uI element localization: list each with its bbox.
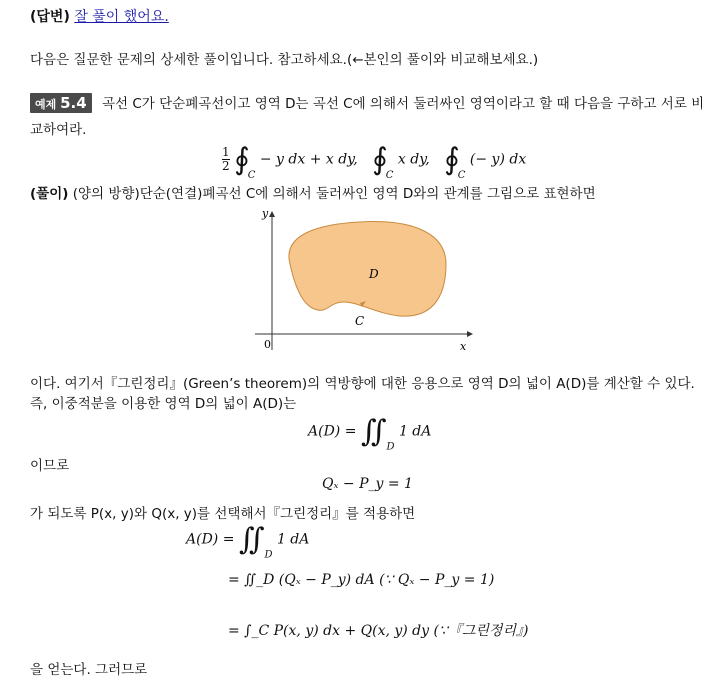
answer-link[interactable]: 잘 풀이 했어요. bbox=[74, 9, 169, 25]
double-integral-2: ∬ bbox=[238, 522, 265, 557]
integral-term-2: x dy, bbox=[397, 151, 430, 168]
contour-integral-2: ∮ bbox=[372, 142, 388, 177]
one-half-fraction: $\frac{1}{2}$ bbox=[222, 145, 230, 173]
curve-label: C bbox=[355, 314, 365, 328]
integral-term-3: (− y) dx bbox=[469, 151, 527, 168]
y-axis-label: y bbox=[262, 207, 269, 220]
solution-text: (양의 방향)단순(연결)폐곡선 C에 의해서 둘러싸인 영역 D와의 관계를 그림으로 표현하면 bbox=[72, 186, 596, 202]
imeuro-text: 이므로 bbox=[30, 458, 70, 474]
formula-line-integrals: $\frac{1}{2}$ $∮_C - y$ dx + x dy, $∮_C$ x dy, $∮_C$ (− y) dx bbox=[222, 142, 527, 181]
integral-term-1: − y dx + x dy, bbox=[259, 151, 358, 168]
example-text-1: 곡선 C가 단순폐곡선이고 영역 D는 곡선 C에 의해서 둘러싸인 영역이라고 할 때 다음을 구하고 서로 비 bbox=[101, 96, 705, 112]
closing-text: 을 얻는다. 그러므로 bbox=[30, 662, 148, 678]
example-text-2: 교하여라. bbox=[30, 122, 87, 138]
condition-formula: Qₓ − P_y = 1 bbox=[322, 476, 413, 492]
origin-label: 0 bbox=[264, 338, 271, 351]
derivation-line-2: = ∬_D (Qₓ − P_y) dA (∵ Qₓ − P_y = 1) bbox=[228, 572, 495, 588]
para2-line-1: 이다. 여기서『그린정리』(Green’s theorem)의 역방향에 대한 응용으로 영역 D의 넓이 A(D)를 계산할 수 있다. bbox=[30, 376, 695, 392]
double-integral: ∬ bbox=[360, 414, 387, 449]
para2-line-2: 즉, 이중적분을 이용한 영역 D의 넓이 A(D)는 bbox=[30, 396, 297, 412]
region-label: D bbox=[369, 267, 379, 281]
example-badge: 예제 5.4 bbox=[30, 93, 92, 113]
x-axis-label: x bbox=[460, 340, 467, 353]
solution-line bbox=[30, 182, 596, 202]
solution-tag: (풀이) bbox=[30, 186, 69, 202]
derivation-line-3: = ∫_C P(x, y) dx + Q(x, y) dy (∵『그린정리』) bbox=[228, 623, 529, 639]
region-figure bbox=[250, 204, 480, 354]
intro-text: 다음은 질문한 문제의 상세한 풀이입니다. 참고하세요.(←본인의 풀이와 비교해보세요.) bbox=[30, 52, 539, 68]
contour-integral-1: ∮ bbox=[234, 142, 250, 177]
para3-text: 가 되도록 P(x, y)와 Q(x, y)를 선택해서『그린정리』를 적용하면 bbox=[30, 506, 416, 522]
derivation-line-1: $A(D) = ∬_D$ 1 dA bbox=[186, 522, 310, 561]
answer-line bbox=[30, 6, 169, 26]
area-formula: $A(D) = ∬_D$ 1 dA bbox=[308, 414, 432, 453]
example-line-1 bbox=[30, 92, 704, 113]
answer-tag: (답변) bbox=[30, 9, 70, 25]
contour-integral-3: ∮ bbox=[444, 142, 460, 177]
region-d-shape bbox=[289, 222, 446, 317]
